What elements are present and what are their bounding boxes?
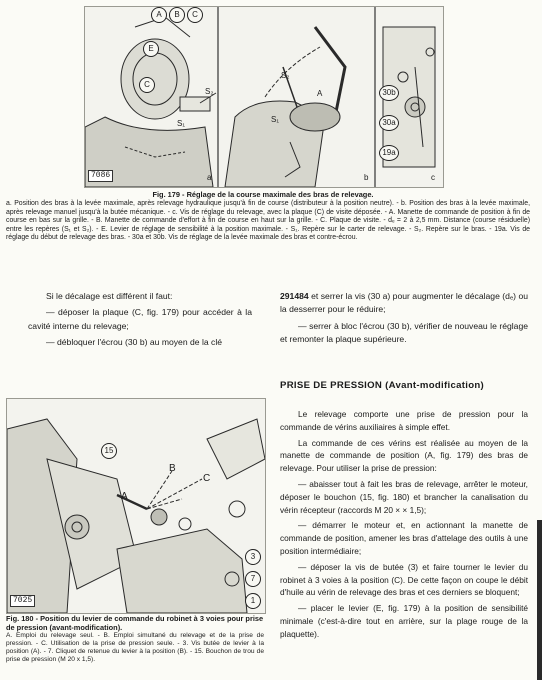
paragraph-key-screw [280, 290, 528, 317]
label-s1-b: S₁ [271, 115, 280, 124]
section-paragraph-3: — abaisser tout à fait les bras de relevage, arrêter le moteur, déposer le bouchon (15, fig. 180) et brancher la canalisation du vérin récepteur (raccords M 20 × × 1,5); [280, 478, 528, 515]
callout-a-upper: A [151, 7, 167, 23]
figure-180-id-tag: 7025 [10, 595, 35, 607]
label-a-b: A [317, 89, 323, 98]
panel-label-c: c [431, 173, 435, 182]
paragraph-unlock-nut: — débloquer l'écrou (30 b) au moyen de la clé [46, 337, 223, 348]
figure-179-id-tag: 7086 [88, 170, 113, 182]
section-body [280, 408, 528, 644]
callout-e: E [143, 41, 159, 57]
paragraph-remove-plate: — déposer la plaque (C, fig. 179) pour accéder à la cavité interne du relevage; [28, 307, 252, 331]
label-s1-a: S₁ [177, 119, 186, 128]
callout-30a: 30a [379, 115, 399, 131]
figure-180-drawing [7, 399, 265, 613]
label-s2-b: S₂ [281, 71, 290, 80]
callout-3: 3 [245, 549, 261, 565]
page-edge-shadow [537, 520, 542, 680]
tool-reference: 291484 [280, 291, 309, 301]
label-s2-a: S₂ [205, 87, 214, 96]
callout-7: 7 [245, 571, 261, 587]
section-heading: PRISE DE PRESSION (Avant-modification) [280, 380, 485, 391]
paragraph-tighten-nut: — serrer à bloc l'écrou (30 b), vérifier de nouveau le réglage et remonter la plaque supérieure. [280, 320, 528, 345]
figure-179-title: Fig. 179 - Réglage de la course maximale des bras de relevage. [152, 190, 374, 199]
section-paragraph-4: — démarrer le moteur et, en actionnant la manette de commande de position, amener les bras d'attelage des outils à une position intermédiaire; [280, 520, 528, 556]
section-paragraph-2: La commande de ces vérins est réalisée au moyen de la manette de commande de position (A, fig. 179) des bras de relevage. Pour utiliser la prise de pression: [280, 437, 528, 474]
paragraph-intro: Si le décalage est différent il faut: [46, 291, 173, 301]
callout-19a: 19a [379, 145, 399, 161]
left-column-text [28, 290, 252, 353]
figure-179-caption: a. Position des bras à la levée maximale, après relevage hydraulique jusqu'à fin de course (distributeur à la position neutre). - b. Position des bras à la levée maximale, après relevage manuel jusqu'à la butée mécanique. - c. Vis de réglage du relevage, avec la plaque (C) de visite déposée. - A. Manette de commande de position à fin de course en bas sur la grille. - B. Manette de commande d'effort à fin de course en haut sur la grille. - C. Plaque de visite. - dₑ = 2 à 2,5 mm. Distance (course résiduelle) entre les repères (S₁ et S₂). - E. Levier de réglage de sensibilité à la position maximale. - S₁. Repère sur le carter de relevage. - S₂. Repère sur le bras. - 19a. Vis de réglage du début de relevage des bras. - 30a et 30b. Vis de réglage de la levée maximale des bras et contre-écrou. [6, 200, 530, 242]
panel-label-a: a [207, 173, 212, 182]
callout-c: C [187, 7, 203, 23]
right-column-top-text [280, 290, 528, 350]
figure-179 [84, 6, 444, 188]
figure-180-title: Fig. 180 - Position du levier de commande du robinet à 3 voies pour prise de pression (avant-modification). [6, 614, 264, 632]
callout-c-lower: C [139, 77, 155, 93]
callout-b: B [169, 7, 185, 23]
position-c-label: C [203, 473, 211, 484]
panel-label-b: b [364, 173, 369, 182]
callout-1: 1 [245, 593, 261, 609]
callout-15: 15 [101, 443, 117, 459]
section-paragraph-6: — placer le levier (E, fig. 179) à la position de sensibilité minimale (c'est-à-dire tout en arrière, sur la plage rouge de la plaquette). [280, 603, 528, 639]
figure-180 [6, 398, 266, 614]
section-paragraph-1: Le relevage comporte une prise de pression pour la commande de vérins auxiliaires à simple effet. [280, 409, 528, 432]
section-paragraph-5: — déposer la vis de butée (3) et faire tourner le levier du robinet à 3 voies à la position (C). De cette façon on coupe le débit d'huile au vérin de relevage des bras et ces derniers se bloquent; [280, 561, 528, 598]
position-a-label: A [121, 491, 128, 502]
figure-180-caption: A. Emploi du relevage seul. - B. Emploi simultané du relevage et de la prise de pression. - C. Utilisation de la prise de pression seule. - 3. Vis butée de levier à la position (A). - 7. Cliquet de retenue du levier à la position (B). - 15. Bouchon de trou de prise de pression (M 20 x 1,5). [6, 632, 264, 663]
position-b-label: B [169, 463, 176, 474]
callout-30b: 30b [379, 85, 399, 101]
paragraph-key-screw-rest: et serrer la vis (30 a) pour augmenter le décalage (dₑ) ou la desserrer pour le réduire; [280, 291, 528, 315]
